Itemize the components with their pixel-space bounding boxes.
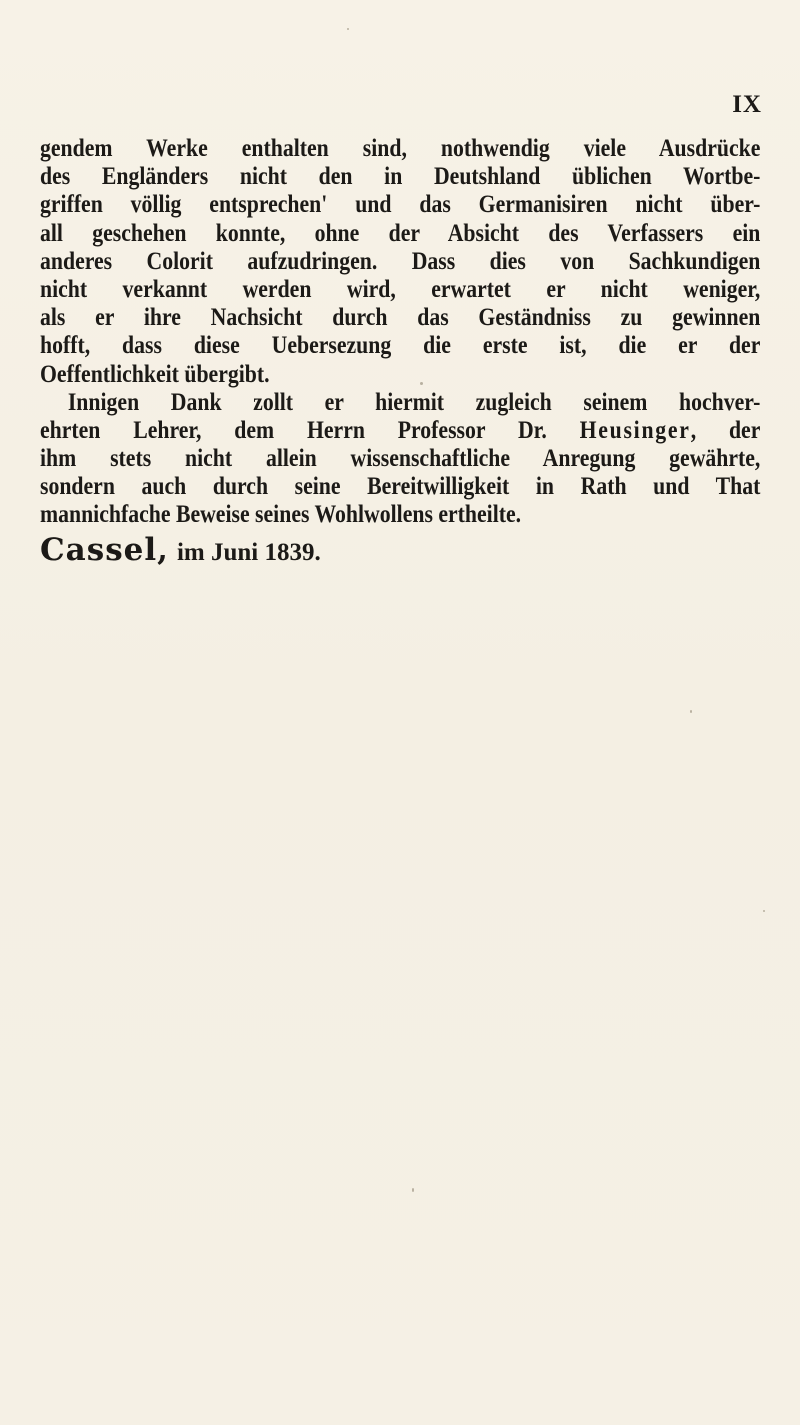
text-line: Innigen Dank zollt er hiermit zugleich seinem hochver- — [67, 388, 761, 416]
page-number: IX — [732, 91, 762, 118]
text-segment: ehrten Lehrer, dem Herrn Professor Dr. — [40, 416, 547, 444]
closing-line — [40, 532, 760, 568]
text-line: nicht verkannt werden wird, erwartet er nicht weniger, — [40, 275, 761, 303]
date-text: im Juni 1839. — [176, 538, 321, 566]
text-line: hofft, dass diese Uebersezung die erste ist, die er der — [40, 332, 761, 360]
text-line: Oeffentlichkeit übergibt. — [40, 360, 270, 388]
text-segment: , der — [690, 416, 761, 444]
text-line: gendem Werke enthalten sind, nothwendig viele Ausdrücke — [40, 135, 761, 162]
paper-speck — [412, 1188, 414, 1192]
text-line: des Engländers nicht den in Deutshland üblichen Wortbe- — [40, 163, 761, 191]
text-line: griffen völlig entsprechen' und das Germanisiren nicht über- — [40, 191, 761, 219]
paper-speck — [763, 910, 765, 912]
body-text — [40, 135, 760, 568]
text-line: ihm stets nicht allein wissenschaftliche Anregung gewährte, — [40, 445, 761, 473]
paper-speck — [420, 382, 423, 385]
text-line: anderes Colorit aufzudringen. Dass dies von Sachkundigen — [40, 247, 761, 275]
text-line: all geschehen konnte, ohne der Absicht des Verfassers ein — [40, 219, 761, 247]
text-line-with-name — [40, 417, 760, 445]
place-name: Cassel, — [40, 531, 169, 568]
text-line: sondern auch durch seine Bereitwilligkeit in Rath und That — [40, 473, 761, 501]
paper-speck — [690, 710, 692, 713]
person-name: Heusinger — [579, 416, 691, 444]
text-line: mannichfache Beweise seines Wohlwollens ertheilte. — [40, 501, 522, 529]
paper-speck — [347, 28, 349, 30]
text-line: als er ihre Nachsicht durch das Geständniss zu gewinnen — [40, 304, 761, 332]
